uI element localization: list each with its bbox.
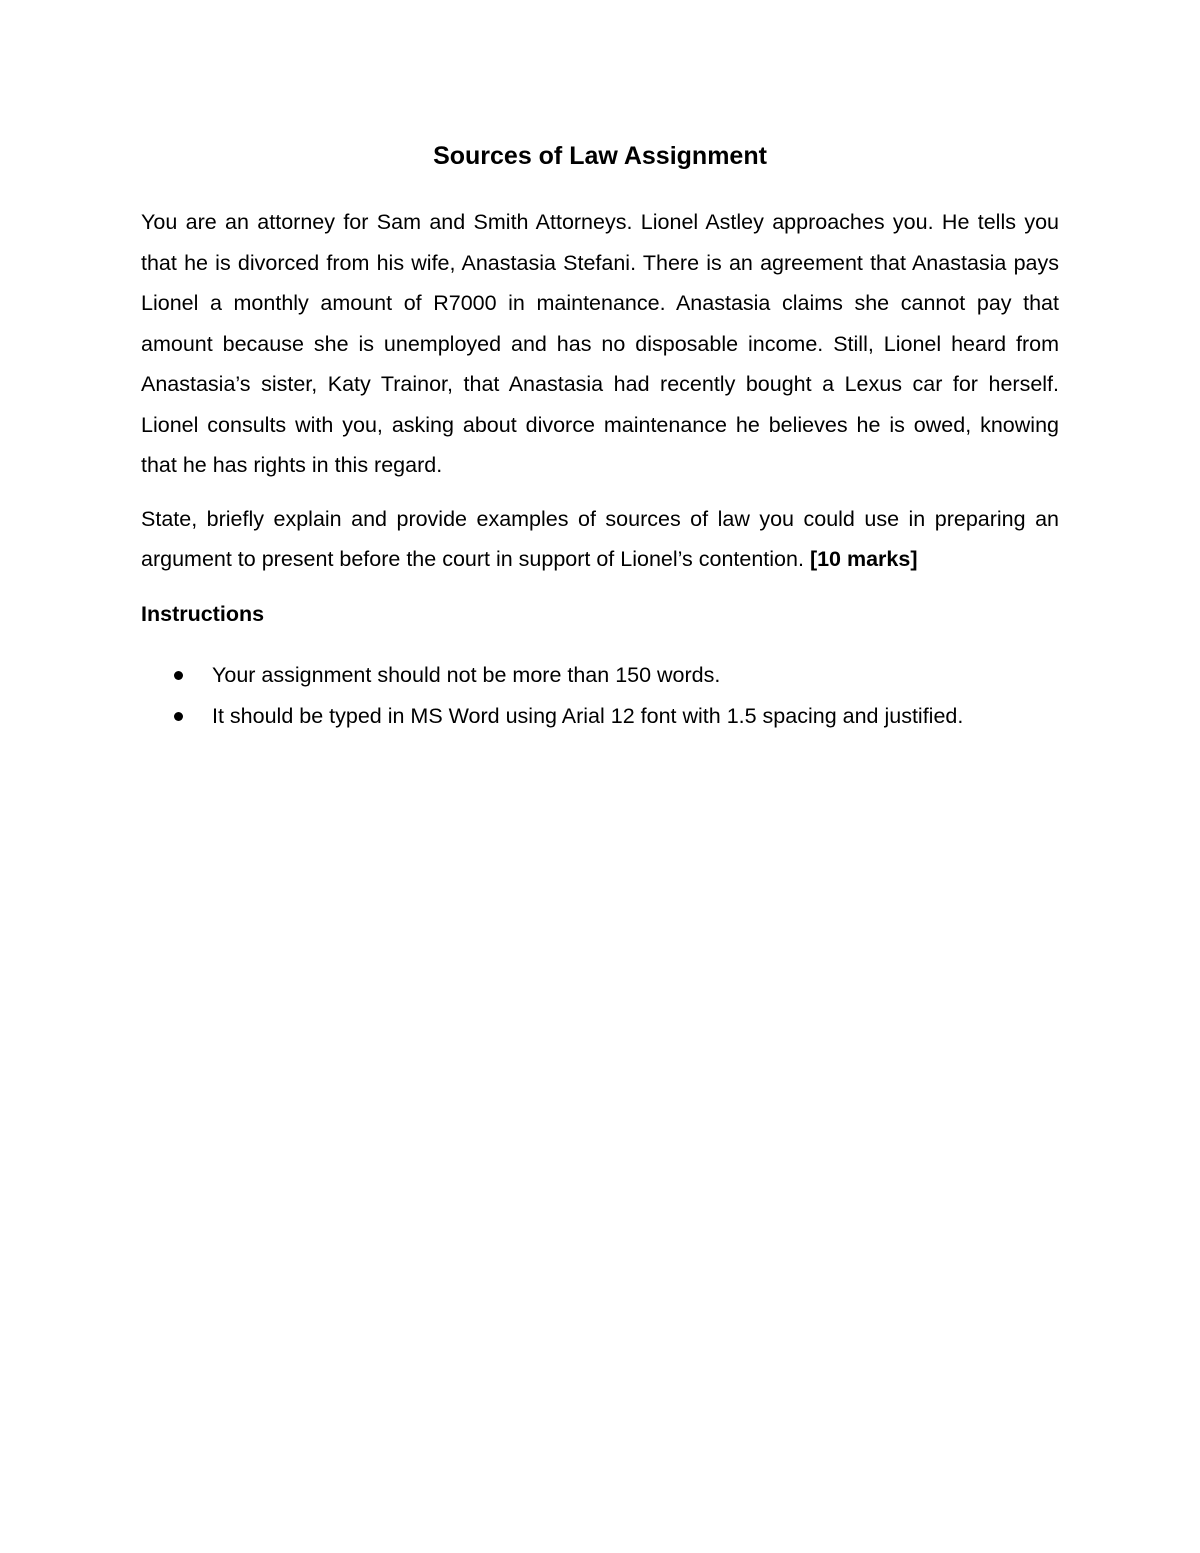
instructions-heading: Instructions <box>141 601 265 626</box>
bullet-icon <box>174 671 183 680</box>
document-title: Sources of Law Assignment <box>433 142 767 170</box>
instruction-item <box>141 655 1059 696</box>
instruction-item <box>141 696 1059 737</box>
marks-label: [10 marks] <box>809 547 918 571</box>
document-content <box>141 136 1059 737</box>
scenario-paragraph: You are an attorney for Sam and Smith Attorneys. Lionel Astley approaches you. He tells you that he is divorced from his wife, Anastasia Stefani. There is an agreement that Anastasia pays Lionel a monthly amount of R7000 in maintenance. Anastasia claims she cannot pay that amount because she is unemployed and has no disposable income. Still, Lionel heard from Anastasia’s sister, Katy Trainor, that Anastasia had recently bought a Lexus car for herself. Lionel consults with you, asking about divorce maintenance he believes he is owed, knowing that he has rights in this regard. <box>141 210 1059 477</box>
bullet-icon <box>174 712 183 721</box>
instruction-text: Your assignment should not be more than 150 words. <box>212 662 721 687</box>
question-text: State, briefly explain and provide examples of sources of law you could use in preparing an argument to present before the court in support of Lionel’s contention. <box>141 506 1059 571</box>
instruction-text: It should be typed in MS Word using Arial 12 font with 1.5 spacing and justified. <box>212 703 964 728</box>
question-paragraph <box>141 499 1059 580</box>
instructions-list <box>141 655 1059 737</box>
